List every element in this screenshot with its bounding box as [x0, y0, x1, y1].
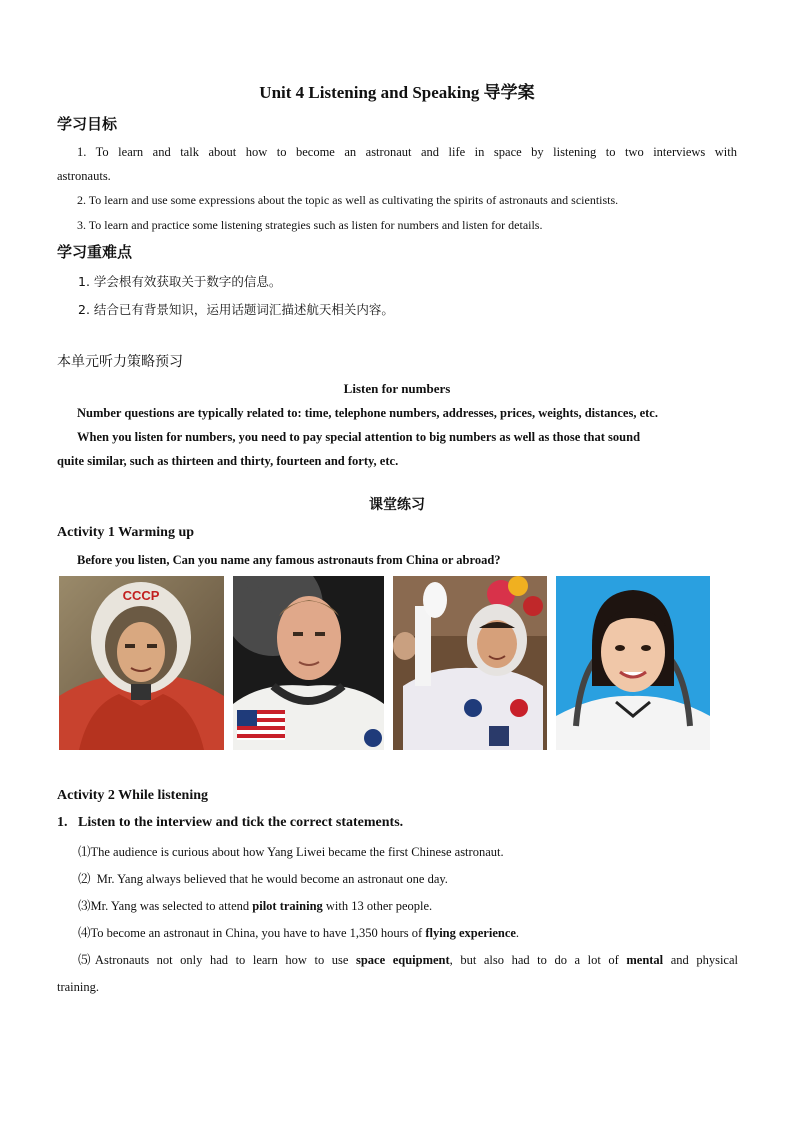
statement-5-text-a: ⑸Astronauts not only had to learn how to use	[78, 953, 356, 967]
statement-4	[78, 920, 738, 946]
statement-5-text-c: , but also had to do a lot of	[449, 953, 627, 967]
strategy-para-2-line2: quite similar, such as thirteen and thirty, fourteen and forty, etc.	[57, 454, 399, 468]
activity-1-question: Before you listen, Can you name any famous astronauts from China or abroad?	[77, 553, 501, 567]
statement-2: ⑵ Mr. Yang always believed that he would become an astronaut one day.	[78, 872, 448, 886]
page-title: Unit 4 Listening and Speaking 导学案	[259, 83, 535, 102]
astronaut-photo-3	[393, 576, 547, 750]
helmet-text: CCCP	[122, 588, 160, 603]
statement-3	[78, 893, 738, 919]
activity-1-heading: Activity 1 Warming up	[57, 525, 195, 540]
astronaut-photo-1	[59, 576, 224, 750]
statement-3-keyword: pilot training	[252, 899, 323, 913]
statement-1: ⑴The audience is curious about how Yang Liwei became the first Chinese astronaut.	[78, 845, 504, 859]
statement-5-line2: training.	[57, 980, 100, 994]
statement-3-text-a: ⑶Mr. Yang was selected to attend	[78, 899, 253, 913]
key-points-heading: 学习重难点	[57, 243, 133, 261]
objective-1-line1: 1. To learn and talk about how to become an astronaut and life in space by listening to two interviews with	[77, 145, 737, 159]
objectives-heading: 学习目标	[57, 115, 118, 133]
statement-5-text-e: and physical	[663, 953, 738, 967]
objective-2: 2. To learn and use some expressions about the topic as well as cultivating the spirits of astronauts and scientists.	[77, 193, 619, 207]
statement-4-text-a: ⑷To become an astronaut in China, you have to have 1,350 hours of	[78, 926, 426, 940]
key-point-1: 1. 学会根有效获取关于数字的信息。	[78, 274, 282, 289]
statement-5-keyword-1: space equipment	[355, 953, 450, 967]
statement-4-text-c: .	[515, 926, 520, 940]
statement-5-keyword-2: mental	[626, 953, 664, 967]
key-point-2: 2. 结合已有背景知识，运用话题词汇描述航天相关内容。	[78, 302, 394, 317]
practice-heading: 课堂练习	[369, 497, 425, 513]
objective-1-line2: astronauts.	[57, 169, 111, 183]
strategy-subtitle: Listen for numbers	[343, 381, 451, 396]
activity-2-heading: Activity 2 While listening	[57, 788, 209, 803]
strategy-heading: 本单元听力策略预习	[57, 354, 183, 370]
statement-4-keyword: flying experience	[425, 926, 516, 940]
strategy-para-2-line1: When you listen for numbers, you need to pay special attention to big numbers as well as those that sound	[77, 430, 641, 444]
statement-3-text-c: with 13 other people.	[322, 899, 433, 913]
strategy-para-1: Number questions are typically related to: time, telephone numbers, addresses, prices, weights, distances, etc.	[77, 406, 658, 420]
objective-3: 3. To learn and practice some listening strategies such as listen for numbers and listen for details.	[77, 218, 543, 232]
statement-5	[78, 947, 738, 973]
activity-2-task: 1. Listen to the interview and tick the correct statements.	[57, 815, 404, 830]
astronaut-photo-4	[556, 576, 710, 750]
astronaut-photo-2	[233, 576, 384, 750]
